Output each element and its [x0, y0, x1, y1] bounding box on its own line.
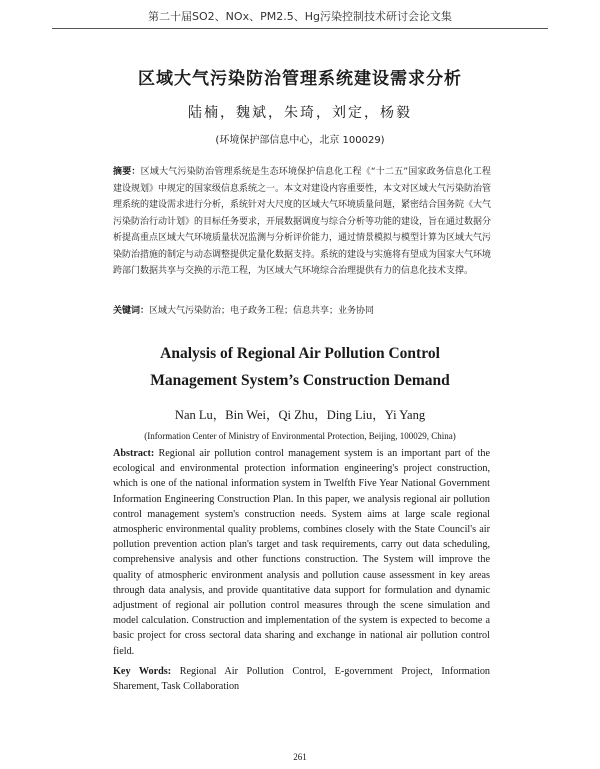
- cn-abstract-label: 摘要：: [113, 167, 141, 177]
- cn-abstract-text: 区域大气污染防治管理系统是生态环境保护信息化工程《“十二五”国家政务信息化工程建设规划》中规定的国家级信息系统之一。本文对建设内容重要性，本文对区域大气污染防治管理系统的建设需求进行分析，系统针对大尺度的区域大气环境质量问题，紧密结合国务院《大气污染防治行动计划》的目标任务要求，开展数据调度与综合分析等功能的建设，旨在通过数据分析提高重点区域大气环境质量状况监测与分析评价能力，通过情景模拟与模型计算为区域大气污染防治措施的制定与动态调整提供定量化数据支持。系统的建设与实施将有望成为国家大气环境跨部门数据共享与交换的示范工程，为区域大气环境综合治理提供有力的信息化技术支撑。: [113, 167, 492, 276]
- cn-title: 区域大气污染防治管理系统建设需求分析: [138, 69, 462, 89]
- cn-keywords-label: 关键词：: [113, 306, 150, 316]
- en-title-line2: Management System’s Construction Demand: [150, 372, 450, 389]
- en-abstract: [113, 446, 490, 659]
- en-authors: Nan Lu，Bin Wei，Qi Zhu，Ding Liu，Yi Yang: [174, 408, 426, 422]
- running-header: 第二十届SO2、NOx、PM2.5、Hg污染控制技术研讨会论文集: [148, 10, 452, 23]
- en-keywords-text: Regional Air Pollution Control, E-government Project, Information Sharement, Task Collaboration: [113, 666, 491, 693]
- cn-keywords-text: 区域大气污染防治；电子政务工程；信息共享；业务协同: [149, 306, 375, 316]
- header-rule: [52, 28, 548, 29]
- cn-abstract: [113, 164, 491, 280]
- page-number: 261: [293, 752, 307, 762]
- en-abstract-text: Regional air pollution control management system is an important part of the ecological and environmental protection information engineering's project construction, which is one of the national information system in Twelfth Five Year National Government Information Engineering Construction Plan. In this paper, we analysis regional air pollution control management system's construction needs. System aims at large scale regional atmospheric environmental quality problems, combines closely with the State Council's air pollution prevention action plan's target and task requirements, carry out data scheduling, comprehensive analysis and other functions construction. The System will improve the quality of atmospheric environment analysis and pollution cause assessment in key areas through data analysis, and provide quantitative data support for formulation and dynamic adjustment of regional air pollution control measures through the scene simulation and model calculation. Construction and implementation of the system is expected to become a basic project for cross sectoral data sharing and exchange in national air pollution control field.: [113, 448, 491, 657]
- en-title-line1: Analysis of Regional Air Pollution Control: [160, 345, 440, 362]
- en-abstract-label: Abstract:: [113, 448, 155, 459]
- cn-authors: 陆楠，魏斌，朱琦，刘定，杨毅: [188, 105, 412, 121]
- en-keywords-label: Key Words:: [113, 666, 172, 677]
- en-affiliation: (Information Center of Ministry of Environmental Protection, Beijing, 100029, China): [144, 431, 456, 441]
- en-title: [0, 340, 600, 394]
- cn-keywords: [113, 304, 491, 318]
- cn-affiliation: (环境保护部信息中心，北京 100029): [215, 135, 385, 146]
- en-keywords: [113, 664, 490, 694]
